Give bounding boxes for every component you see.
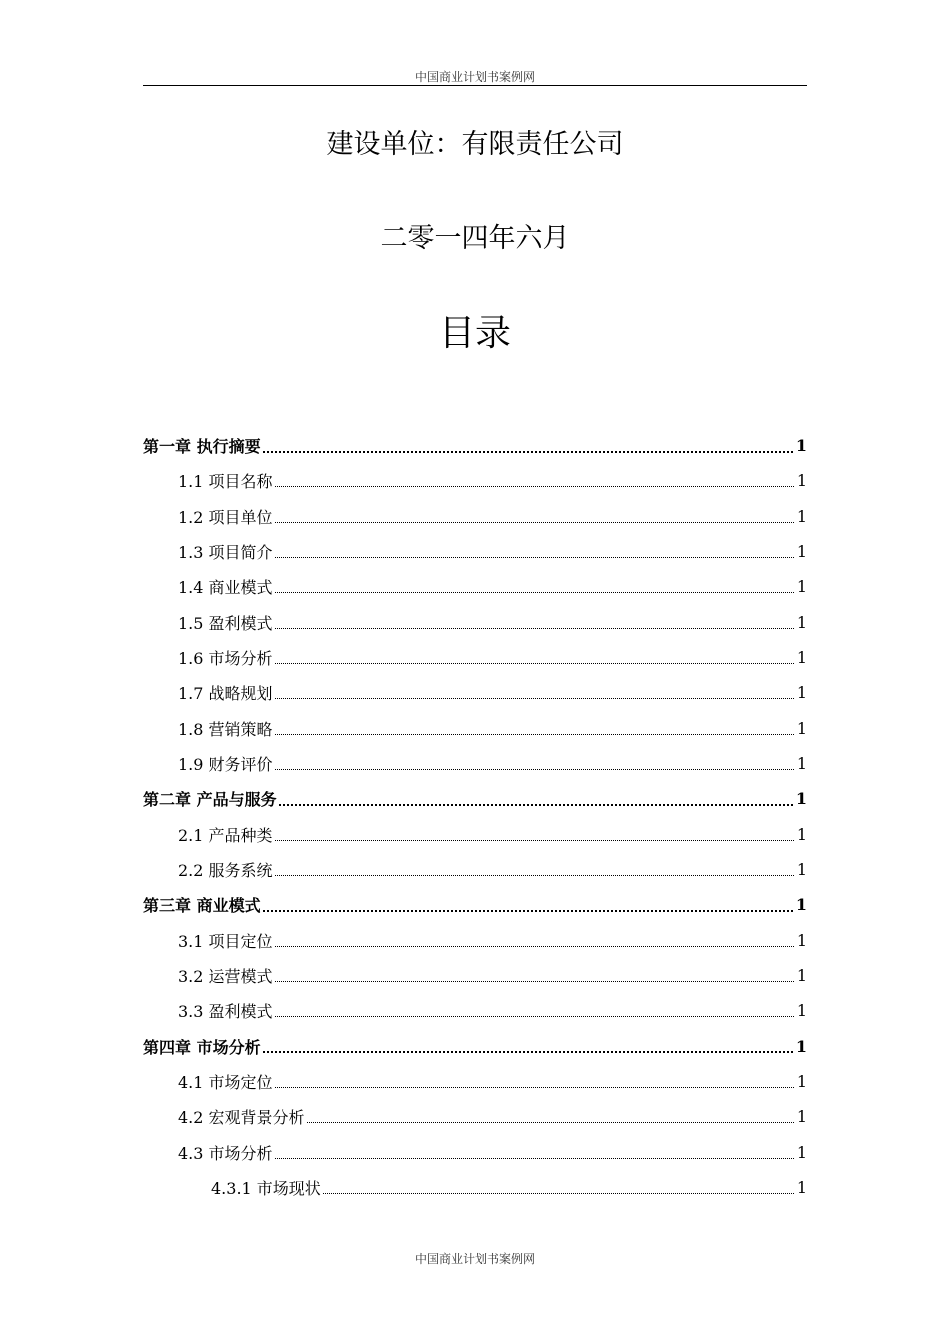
toc-leader-dots — [263, 451, 793, 453]
toc-entry-page: 1 — [796, 754, 807, 774]
toc-leader-dots — [275, 875, 794, 876]
toc-entry-page: 1 — [796, 860, 807, 880]
toc-leader-dots — [275, 698, 794, 699]
toc-leader-dots — [275, 663, 794, 664]
page-header: 中国商业计划书案例网 — [414, 70, 535, 84]
toc-entry[interactable] — [143, 887, 807, 922]
toc-leader-dots — [275, 557, 794, 558]
toc-entry[interactable] — [143, 1064, 807, 1099]
toc-entry-label: 1.9 财务评价 — [178, 755, 273, 775]
toc-entry-page: 1 — [796, 1072, 807, 1092]
toc-entry[interactable] — [143, 640, 807, 675]
toc-entry[interactable] — [143, 1029, 807, 1064]
toc-entry-page: 1 — [796, 1107, 807, 1127]
toc-entry-label: 第一章 执行摘要 — [143, 437, 261, 457]
toc-entry[interactable] — [143, 605, 807, 640]
toc-entry-page: 1 — [795, 895, 807, 915]
toc-entry-label: 第二章 产品与服务 — [143, 790, 277, 810]
toc-entry[interactable] — [143, 675, 807, 710]
toc-entry-page: 1 — [796, 648, 807, 668]
toc-leader-dots — [275, 592, 794, 593]
toc-entry[interactable] — [143, 1135, 807, 1170]
toc-entry-page: 1 — [796, 930, 807, 950]
toc-leader-dots — [275, 1087, 794, 1088]
toc-leader-dots — [275, 486, 794, 487]
toc-entry-page: 1 — [796, 577, 807, 597]
toc-entry[interactable] — [143, 958, 807, 993]
page-footer: 中国商业计划书案例网 — [414, 1252, 535, 1266]
toc-entry-label: 3.3 盈利模式 — [178, 1002, 273, 1022]
toc-entry-label: 3.2 运营模式 — [178, 967, 273, 987]
toc-leader-dots — [275, 981, 794, 982]
toc-entry-label: 1.6 市场分析 — [178, 649, 273, 669]
toc-leader-dots — [275, 840, 794, 841]
toc-leader-dots — [275, 628, 794, 629]
toc-entry[interactable] — [143, 746, 807, 781]
toc-entry-page: 1 — [796, 1001, 807, 1021]
toc-heading: 目录 — [438, 313, 511, 354]
toc-entry-label: 1.2 项目单位 — [178, 507, 273, 527]
toc-entry-page: 1 — [795, 436, 807, 456]
toc-entry-label: 1.5 盈利模式 — [178, 613, 273, 633]
toc-leader-dots — [323, 1193, 794, 1194]
toc-entry[interactable] — [143, 569, 807, 604]
toc-leader-dots — [307, 1122, 794, 1123]
toc-entry[interactable] — [143, 1170, 807, 1205]
toc-entry-page: 1 — [795, 1036, 807, 1056]
toc-leader-dots — [275, 522, 794, 523]
toc-leader-dots — [279, 804, 793, 806]
toc-entry[interactable] — [143, 499, 807, 534]
toc-leader-dots — [263, 1051, 793, 1053]
toc-entry-label: 4.2 宏观背景分析 — [178, 1108, 305, 1128]
toc-entry-label: 1.8 营销策略 — [178, 719, 273, 739]
toc-entry-page: 1 — [796, 471, 807, 491]
toc-entry-label: 4.3.1 市场现状 — [211, 1179, 321, 1199]
toc-entry-page: 1 — [796, 718, 807, 738]
toc-entry-page: 1 — [796, 612, 807, 632]
toc-entry[interactable] — [143, 817, 807, 852]
toc-entry-page: 1 — [796, 542, 807, 562]
toc-entry-label: 第三章 商业模式 — [143, 896, 261, 916]
toc-entry[interactable] — [143, 534, 807, 569]
toc-entry-page: 1 — [796, 683, 807, 703]
toc-entry[interactable] — [143, 428, 807, 463]
toc-entry-page: 1 — [796, 966, 807, 986]
toc-entry[interactable] — [143, 852, 807, 887]
toc-leader-dots — [275, 946, 794, 947]
toc-entry-label: 1.4 商业模式 — [178, 578, 273, 598]
table-of-contents — [143, 428, 807, 1205]
toc-entry-page: 1 — [796, 506, 807, 526]
toc-entry[interactable] — [143, 1099, 807, 1134]
toc-entry[interactable] — [143, 781, 807, 816]
toc-entry-label: 1.1 项目名称 — [178, 472, 273, 492]
header-rule — [143, 85, 807, 86]
toc-entry-page: 1 — [796, 1142, 807, 1162]
toc-entry[interactable] — [143, 711, 807, 746]
toc-entry[interactable] — [143, 993, 807, 1028]
document-date: 二零一四年六月 — [380, 223, 570, 254]
toc-entry-label: 第四章 市场分析 — [143, 1037, 261, 1057]
toc-leader-dots — [275, 1016, 794, 1017]
toc-entry[interactable] — [143, 463, 807, 498]
toc-entry[interactable] — [143, 923, 807, 958]
toc-leader-dots — [275, 734, 794, 735]
toc-entry-label: 3.1 项目定位 — [178, 931, 273, 951]
toc-leader-dots — [263, 910, 793, 912]
toc-leader-dots — [275, 769, 794, 770]
toc-entry-label: 2.2 服务系统 — [178, 861, 273, 881]
toc-leader-dots — [275, 1158, 794, 1159]
toc-entry-label: 2.1 产品种类 — [178, 825, 273, 845]
toc-entry-page: 1 — [795, 789, 807, 809]
toc-entry-label: 4.3 市场分析 — [178, 1143, 273, 1163]
toc-entry-label: 4.1 市场定位 — [178, 1073, 273, 1093]
toc-entry-label: 1.7 战略规划 — [178, 684, 273, 704]
toc-entry-page: 1 — [796, 824, 807, 844]
toc-entry-page: 1 — [796, 1178, 807, 1198]
toc-entry-label: 1.3 项目简介 — [178, 543, 273, 563]
company-title: 建设单位：有限责任公司 — [326, 129, 624, 160]
